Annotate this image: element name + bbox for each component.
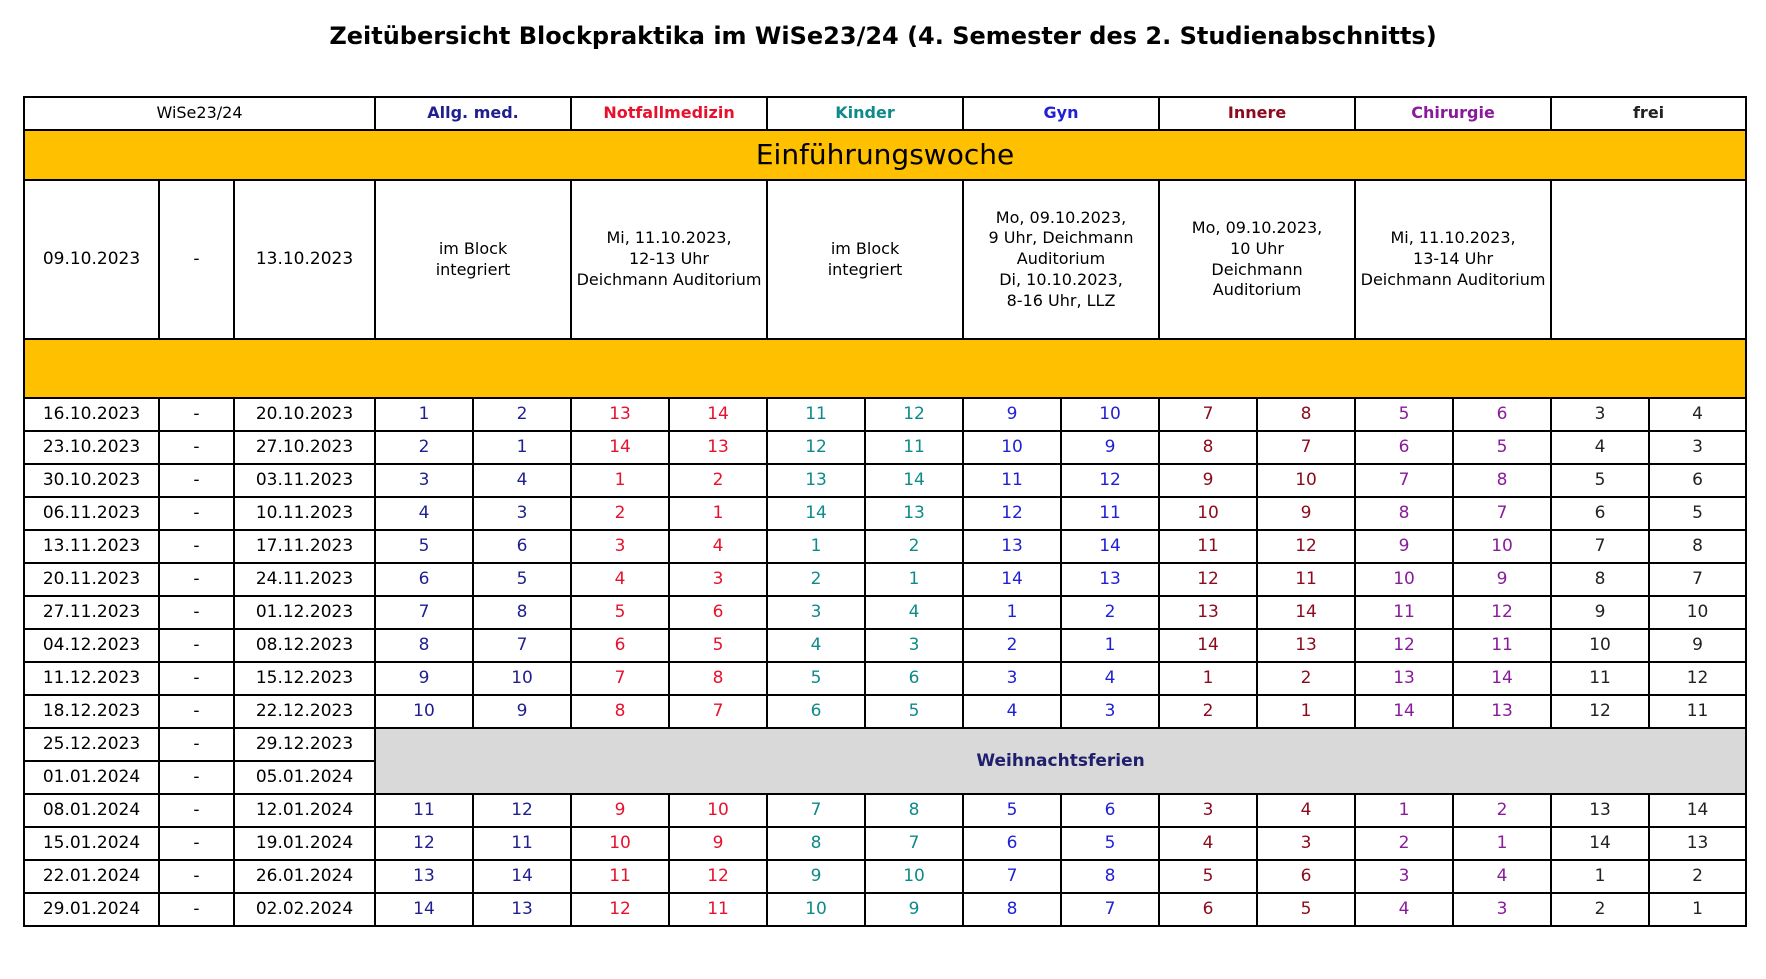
group-cell: 3: [1649, 431, 1746, 464]
group-cell: 9: [963, 398, 1061, 431]
week-end-date: 24.11.2023: [234, 563, 375, 596]
group-cell: 4: [375, 497, 473, 530]
group-cell: 3: [571, 530, 669, 563]
week-dash: -: [159, 464, 234, 497]
group-cell: 8: [571, 695, 669, 728]
group-cell: 10: [375, 695, 473, 728]
group-cell: 13: [1159, 596, 1257, 629]
group-cell: 2: [1551, 893, 1649, 926]
group-cell: 7: [1061, 893, 1159, 926]
table-row: [24, 464, 1746, 497]
group-cell: 1: [375, 398, 473, 431]
group-cell: 5: [473, 563, 571, 596]
week-dash: -: [159, 860, 234, 893]
group-cell: 14: [1551, 827, 1649, 860]
group-cell: 9: [1061, 431, 1159, 464]
week-dash: -: [159, 398, 234, 431]
week-dash: -: [159, 431, 234, 464]
group-cell: 6: [865, 662, 963, 695]
subject-header-chirurgie: Chirurgie: [1355, 97, 1551, 130]
holiday-label: Weihnachtsferien: [375, 728, 1746, 794]
group-cell: 4: [1061, 662, 1159, 695]
group-cell: 2: [1061, 596, 1159, 629]
group-cell: 3: [1061, 695, 1159, 728]
week-start-date: 25.12.2023: [24, 728, 159, 761]
week-start-date: 23.10.2023: [24, 431, 159, 464]
holiday-row: [24, 728, 1746, 761]
group-cell: 5: [767, 662, 865, 695]
group-cell: 11: [963, 464, 1061, 497]
group-cell: 8: [1551, 563, 1649, 596]
week-end-date: 20.10.2023: [234, 398, 375, 431]
week-dash: -: [159, 794, 234, 827]
group-cell: 14: [1159, 629, 1257, 662]
group-cell: 5: [1355, 398, 1453, 431]
intro-week-band: [24, 130, 1746, 180]
group-cell: 7: [963, 860, 1061, 893]
week-end-date: 10.11.2023: [234, 497, 375, 530]
group-cell: 14: [767, 497, 865, 530]
group-cell: 5: [669, 629, 767, 662]
group-cell: 5: [1061, 827, 1159, 860]
group-cell: 2: [669, 464, 767, 497]
group-cell: 11: [1257, 563, 1355, 596]
group-cell: 11: [1061, 497, 1159, 530]
group-cell: 6: [963, 827, 1061, 860]
week-start-date: 11.12.2023: [24, 662, 159, 695]
group-cell: 10: [1257, 464, 1355, 497]
subject-header-innere: Innere: [1159, 97, 1355, 130]
group-cell: 14: [1649, 794, 1746, 827]
group-cell: 2: [865, 530, 963, 563]
group-cell: 13: [963, 530, 1061, 563]
group-cell: 12: [571, 893, 669, 926]
group-cell: 8: [1453, 464, 1551, 497]
group-cell: 2: [1159, 695, 1257, 728]
group-cell: 3: [1257, 827, 1355, 860]
group-cell: 2: [767, 563, 865, 596]
table-row: [24, 827, 1746, 860]
group-cell: 6: [473, 530, 571, 563]
group-cell: 5: [1257, 893, 1355, 926]
week-end-date: 15.12.2023: [234, 662, 375, 695]
week-dash: -: [159, 596, 234, 629]
group-cell: 7: [767, 794, 865, 827]
group-cell: 8: [865, 794, 963, 827]
table-row: [24, 530, 1746, 563]
group-cell: 2: [1355, 827, 1453, 860]
group-cell: 10: [669, 794, 767, 827]
intro-cell-allg-med: im Block integriert: [375, 180, 571, 339]
week-end-date: 26.01.2024: [234, 860, 375, 893]
group-cell: 7: [1453, 497, 1551, 530]
group-cell: 7: [375, 596, 473, 629]
group-cell: 14: [1061, 530, 1159, 563]
group-cell: 6: [1159, 893, 1257, 926]
group-cell: 14: [963, 563, 1061, 596]
intro-cell-innere: Mo, 09.10.2023, 10 Uhr Deichmann Auditorium: [1159, 180, 1355, 339]
group-cell: 1: [1355, 794, 1453, 827]
group-cell: 9: [865, 893, 963, 926]
group-cell: 7: [571, 662, 669, 695]
group-cell: 4: [1159, 827, 1257, 860]
group-cell: 6: [1649, 464, 1746, 497]
group-cell: 7: [1551, 530, 1649, 563]
table-row: [24, 860, 1746, 893]
group-cell: 6: [375, 563, 473, 596]
group-cell: 6: [571, 629, 669, 662]
group-cell: 10: [1551, 629, 1649, 662]
group-cell: 3: [669, 563, 767, 596]
week-start-date: 27.11.2023: [24, 596, 159, 629]
intro-cell-kinder: im Block integriert: [767, 180, 963, 339]
subject-header-kinder: Kinder: [767, 97, 963, 130]
week-end-date: 19.01.2024: [234, 827, 375, 860]
group-cell: 7: [473, 629, 571, 662]
group-cell: 13: [375, 860, 473, 893]
group-cell: 13: [1649, 827, 1746, 860]
group-cell: 3: [1159, 794, 1257, 827]
group-cell: 6: [669, 596, 767, 629]
group-cell: 4: [669, 530, 767, 563]
table-row: [24, 629, 1746, 662]
week-start-date: 15.01.2024: [24, 827, 159, 860]
table-row: [24, 794, 1746, 827]
group-cell: 7: [1159, 398, 1257, 431]
group-cell: 4: [571, 563, 669, 596]
table-row: [24, 431, 1746, 464]
group-cell: 11: [767, 398, 865, 431]
group-cell: 4: [767, 629, 865, 662]
week-dash: -: [159, 629, 234, 662]
intro-week-label: Einführungswoche: [24, 130, 1746, 180]
week-start-date: 30.10.2023: [24, 464, 159, 497]
group-cell: 9: [1649, 629, 1746, 662]
semester-header: WiSe23/24: [24, 97, 375, 130]
group-cell: 13: [1355, 662, 1453, 695]
group-cell: 5: [963, 794, 1061, 827]
group-cell: 12: [767, 431, 865, 464]
group-cell: 1: [571, 464, 669, 497]
table-row: [24, 893, 1746, 926]
group-cell: 14: [1355, 695, 1453, 728]
group-cell: 8: [1159, 431, 1257, 464]
week-dash: -: [159, 497, 234, 530]
group-cell: 1: [963, 596, 1061, 629]
week-dash: -: [159, 728, 234, 761]
group-cell: 6: [1061, 794, 1159, 827]
group-cell: 12: [1257, 530, 1355, 563]
group-cell: 11: [375, 794, 473, 827]
week-start-date: 13.11.2023: [24, 530, 159, 563]
table-row: [24, 398, 1746, 431]
group-cell: 14: [1453, 662, 1551, 695]
table-row: [24, 695, 1746, 728]
group-cell: 9: [473, 695, 571, 728]
week-end-date: 08.12.2023: [234, 629, 375, 662]
group-cell: 9: [1159, 464, 1257, 497]
group-cell: 11: [669, 893, 767, 926]
group-cell: 5: [1453, 431, 1551, 464]
group-cell: 12: [669, 860, 767, 893]
group-cell: 6: [1551, 497, 1649, 530]
week-start-date: 20.11.2023: [24, 563, 159, 596]
table-row: [24, 563, 1746, 596]
group-cell: 6: [1257, 860, 1355, 893]
group-cell: 3: [1355, 860, 1453, 893]
page-title: Zeitübersicht Blockpraktika im WiSe23/24 (4. Semester des 2. Studienabschnitts): [329, 22, 1437, 50]
intro-cell-chirurgie: Mi, 11.10.2023, 13-14 Uhr Deichmann Auditorium: [1355, 180, 1551, 339]
group-cell: 8: [963, 893, 1061, 926]
week-start-date: 22.01.2024: [24, 860, 159, 893]
subject-header-frei: frei: [1551, 97, 1746, 130]
group-cell: 4: [1551, 431, 1649, 464]
week-end-date: 03.11.2023: [234, 464, 375, 497]
group-cell: 9: [669, 827, 767, 860]
group-cell: 1: [669, 497, 767, 530]
group-cell: 4: [963, 695, 1061, 728]
subject-header-allg-med: Allg. med.: [375, 97, 571, 130]
week-end-date: 12.01.2024: [234, 794, 375, 827]
group-cell: 6: [767, 695, 865, 728]
group-cell: 12: [1453, 596, 1551, 629]
group-cell: 13: [767, 464, 865, 497]
group-cell: 3: [767, 596, 865, 629]
group-cell: 4: [1453, 860, 1551, 893]
group-cell: 12: [1159, 563, 1257, 596]
group-cell: 2: [375, 431, 473, 464]
group-cell: 8: [1649, 530, 1746, 563]
week-dash: -: [159, 893, 234, 926]
group-cell: 11: [1159, 530, 1257, 563]
group-cell: 12: [865, 398, 963, 431]
group-cell: 9: [1551, 596, 1649, 629]
group-cell: 11: [1551, 662, 1649, 695]
group-cell: 13: [1257, 629, 1355, 662]
week-dash: -: [159, 827, 234, 860]
group-cell: 12: [1355, 629, 1453, 662]
group-cell: 13: [865, 497, 963, 530]
group-cell: 10: [1453, 530, 1551, 563]
group-cell: 9: [767, 860, 865, 893]
week-dash: -: [159, 662, 234, 695]
group-cell: 13: [571, 398, 669, 431]
intro-cell-notfallmedizin: Mi, 11.10.2023, 12-13 Uhr Deichmann Auditorium: [571, 180, 767, 339]
group-cell: 1: [1649, 893, 1746, 926]
group-cell: 2: [473, 398, 571, 431]
week-dash: -: [159, 563, 234, 596]
group-cell: 3: [963, 662, 1061, 695]
table-row: [24, 662, 1746, 695]
group-cell: 14: [1257, 596, 1355, 629]
group-cell: 11: [1453, 629, 1551, 662]
week-start-date: 18.12.2023: [24, 695, 159, 728]
group-cell: 8: [669, 662, 767, 695]
schedule-table: [23, 96, 1747, 927]
group-cell: 10: [473, 662, 571, 695]
group-cell: 2: [963, 629, 1061, 662]
week-dash: -: [159, 695, 234, 728]
group-cell: 6: [1355, 431, 1453, 464]
week-dash: -: [159, 530, 234, 563]
header-row: [24, 97, 1746, 130]
group-cell: 14: [375, 893, 473, 926]
group-cell: 8: [473, 596, 571, 629]
group-cell: 12: [1551, 695, 1649, 728]
group-cell: 7: [1355, 464, 1453, 497]
group-cell: 14: [669, 398, 767, 431]
group-cell: 8: [1257, 398, 1355, 431]
group-cell: 1: [1159, 662, 1257, 695]
group-cell: 3: [865, 629, 963, 662]
week-end-date: 02.02.2024: [234, 893, 375, 926]
intro-cell-frei: [1551, 180, 1746, 339]
group-cell: 9: [1257, 497, 1355, 530]
group-cell: 10: [767, 893, 865, 926]
group-cell: 9: [1355, 530, 1453, 563]
group-cell: 13: [1453, 695, 1551, 728]
group-cell: 13: [1551, 794, 1649, 827]
week-start-date: 01.01.2024: [24, 761, 159, 794]
week-start-date: 16.10.2023: [24, 398, 159, 431]
group-cell: 1: [1257, 695, 1355, 728]
subject-header-gyn: Gyn: [963, 97, 1159, 130]
table-row: [24, 497, 1746, 530]
separator-band-cell: [24, 339, 1746, 398]
group-cell: 5: [375, 530, 473, 563]
group-cell: 2: [571, 497, 669, 530]
group-cell: 3: [1453, 893, 1551, 926]
group-cell: 12: [1061, 464, 1159, 497]
group-cell: 1: [1551, 860, 1649, 893]
group-cell: 5: [1649, 497, 1746, 530]
group-cell: 5: [571, 596, 669, 629]
group-cell: 2: [1453, 794, 1551, 827]
week-start-date: 06.11.2023: [24, 497, 159, 530]
group-cell: 13: [473, 893, 571, 926]
group-cell: 12: [963, 497, 1061, 530]
group-cell: 14: [571, 431, 669, 464]
week-start-date: 29.01.2024: [24, 893, 159, 926]
group-cell: 3: [1551, 398, 1649, 431]
group-cell: 14: [865, 464, 963, 497]
week-end-date: 05.01.2024: [234, 761, 375, 794]
group-cell: 1: [1061, 629, 1159, 662]
group-cell: 7: [669, 695, 767, 728]
group-cell: 9: [375, 662, 473, 695]
group-cell: 10: [963, 431, 1061, 464]
intro-cell-gyn: Mo, 09.10.2023, 9 Uhr, Deichmann Auditorium Di, 10.10.2023, 8-16 Uhr, LLZ: [963, 180, 1159, 339]
group-cell: 4: [1355, 893, 1453, 926]
group-cell: 6: [1453, 398, 1551, 431]
group-cell: 8: [767, 827, 865, 860]
week-end-date: 22.12.2023: [234, 695, 375, 728]
group-cell: 12: [375, 827, 473, 860]
group-cell: 13: [669, 431, 767, 464]
group-cell: 3: [375, 464, 473, 497]
group-cell: 13: [1061, 563, 1159, 596]
week-dash: -: [159, 761, 234, 794]
group-cell: 11: [571, 860, 669, 893]
group-cell: 10: [571, 827, 669, 860]
intro-start-date: 09.10.2023: [24, 180, 159, 339]
group-cell: 10: [1159, 497, 1257, 530]
week-start-date: 08.01.2024: [24, 794, 159, 827]
group-cell: 8: [375, 629, 473, 662]
group-cell: 4: [1649, 398, 1746, 431]
week-end-date: 01.12.2023: [234, 596, 375, 629]
group-cell: 10: [865, 860, 963, 893]
group-cell: 7: [1257, 431, 1355, 464]
group-cell: 8: [1355, 497, 1453, 530]
table-row: [24, 596, 1746, 629]
group-cell: 2: [1649, 860, 1746, 893]
group-cell: 3: [473, 497, 571, 530]
week-end-date: 27.10.2023: [234, 431, 375, 464]
separator-band: [24, 339, 1746, 398]
group-cell: 5: [1159, 860, 1257, 893]
group-cell: 1: [473, 431, 571, 464]
group-cell: 7: [1649, 563, 1746, 596]
group-cell: 11: [473, 827, 571, 860]
group-cell: 8: [1061, 860, 1159, 893]
group-cell: 5: [1551, 464, 1649, 497]
group-cell: 14: [473, 860, 571, 893]
group-cell: 2: [1257, 662, 1355, 695]
group-cell: 10: [1061, 398, 1159, 431]
group-cell: 1: [1453, 827, 1551, 860]
group-cell: 4: [473, 464, 571, 497]
group-cell: 1: [767, 530, 865, 563]
group-cell: 9: [1453, 563, 1551, 596]
group-cell: 7: [865, 827, 963, 860]
week-start-date: 04.12.2023: [24, 629, 159, 662]
group-cell: 9: [571, 794, 669, 827]
intro-end-date: 13.10.2023: [234, 180, 375, 339]
week-end-date: 17.11.2023: [234, 530, 375, 563]
group-cell: 10: [1649, 596, 1746, 629]
group-cell: 4: [1257, 794, 1355, 827]
intro-week-row: [24, 180, 1746, 339]
group-cell: 1: [865, 563, 963, 596]
group-cell: 5: [865, 695, 963, 728]
intro-dash: -: [159, 180, 234, 339]
group-cell: 11: [1355, 596, 1453, 629]
group-cell: 11: [1649, 695, 1746, 728]
group-cell: 12: [1649, 662, 1746, 695]
group-cell: 11: [865, 431, 963, 464]
week-end-date: 29.12.2023: [234, 728, 375, 761]
group-cell: 4: [865, 596, 963, 629]
subject-header-notfallmedizin: Notfallmedizin: [571, 97, 767, 130]
group-cell: 12: [473, 794, 571, 827]
group-cell: 10: [1355, 563, 1453, 596]
